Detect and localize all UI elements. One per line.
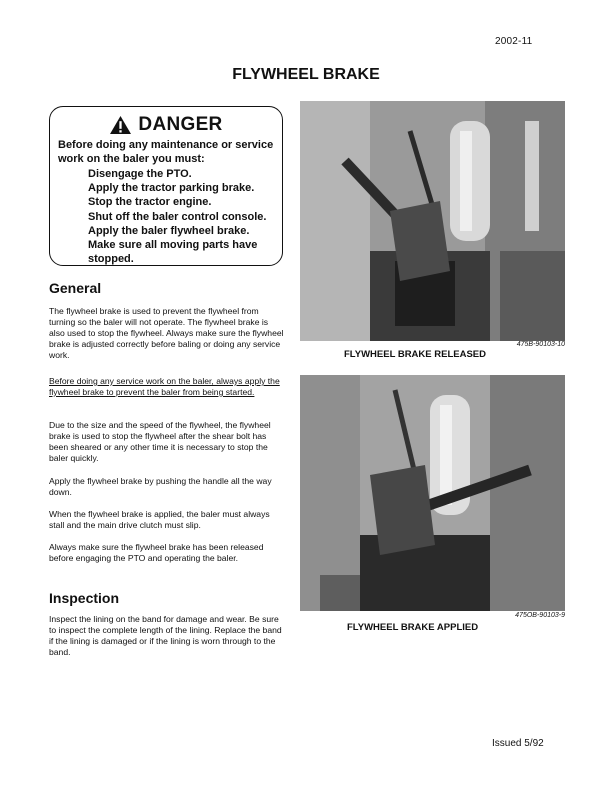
page-number: 2002-11 (495, 36, 533, 47)
figure-id: 475OB-90103-9 (515, 612, 565, 619)
general-paragraph: Apply the flywheel brake by pushing the handle all the way down. (49, 476, 272, 497)
danger-step: Shut off the baler control console. (88, 210, 267, 223)
figure-id: 475B-90103-10 (516, 341, 565, 348)
figure-caption: FLYWHEEL BRAKE APPLIED (347, 622, 479, 633)
inspection-heading: Inspection (49, 590, 120, 606)
danger-step: Apply the tractor parking brake. (88, 182, 255, 195)
danger-box (49, 106, 283, 266)
issued-date: Issued 5/92 (492, 738, 544, 749)
warning-triangle-icon (109, 115, 132, 135)
general-paragraph: The flywheel brake is used to prevent the flywheel from turning so the baler will not operate. The flywheel brake is also used to stop the flywheel. Always make sure the flywheel brake is adjusted correctly before baling or doing any service work. (49, 306, 284, 360)
danger-steps (88, 167, 288, 266)
general-warning-paragraph: Before doing any service work on the baler, always apply the flywheel brake to prevent the baler from being started. (49, 376, 280, 397)
danger-step: Disengage the PTO. (88, 168, 192, 180)
figure-caption: FLYWHEEL BRAKE RELEASED (344, 349, 486, 360)
general-heading: General (49, 280, 102, 296)
general-paragraph: Always make sure the flywheel brake has been released before engaging the PTO and operating the baler. (49, 542, 264, 563)
danger-header (50, 113, 282, 137)
danger-intro: Before doing any maintenance or service work on the baler you must: (58, 139, 274, 165)
danger-step: Make sure all moving parts have stopped. (88, 239, 258, 266)
page-title: FLYWHEEL BRAKE (232, 66, 380, 83)
general-paragraph: When the flywheel brake is applied, the baler must always stall and the main drive clutch must slip. (49, 509, 270, 530)
danger-label: DANGER (138, 114, 223, 135)
general-paragraph: Due to the size and the speed of the flywheel, the flywheel brake is used to stop the flywheel after the shear bolt has been sheared or any other time it is necessary to stop the baler quickly. (49, 420, 271, 463)
inspection-paragraph: Inspect the lining on the band for damage and wear. Be sure to inspect the complete length of the lining. Replace the band if the lining is damaged or if the lining is worn through to the band. (49, 614, 282, 657)
flywheel-brake-released-photo (300, 101, 565, 341)
flywheel-brake-applied-photo (300, 375, 565, 611)
danger-step: Stop the tractor engine. (88, 196, 212, 209)
danger-step: Apply the baler flywheel brake. (88, 224, 250, 237)
